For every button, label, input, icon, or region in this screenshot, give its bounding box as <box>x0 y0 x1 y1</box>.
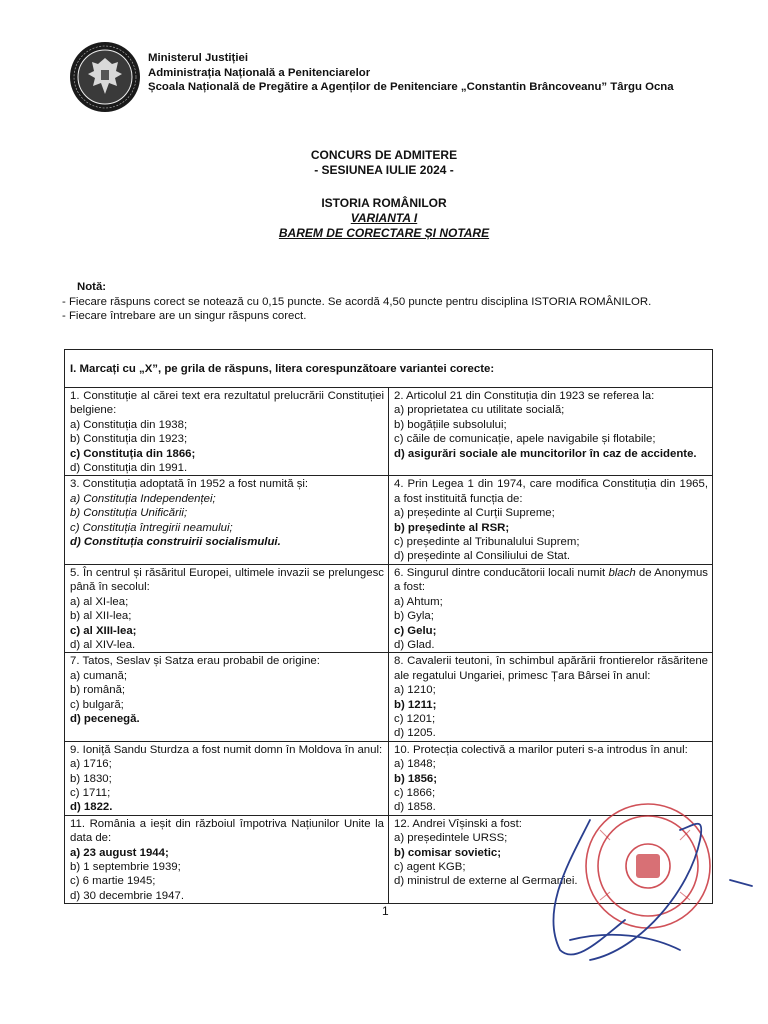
option: a) al XI-lea; <box>70 595 129 608</box>
subject-title: ISTORIA ROMÂNILOR <box>321 196 447 210</box>
option: d) al XIV-lea. <box>70 638 136 651</box>
option: c) Constituția întregirii neamului; <box>70 521 233 534</box>
option: d) Constituția din 1991. <box>70 462 188 475</box>
question-text: 9. Ioniță Sandu Sturdza a fost numit domn în Moldova în anul: <box>70 743 383 756</box>
question-text: 2. Articolul 21 din Constituția din 1923 se referea la: <box>394 390 655 402</box>
correct-option: d) asigurări sociale ale muncitorilor în caz de accidente. <box>394 447 697 460</box>
question-text: 11. România a ieșit din războiul împotriva Națiunilor Unite la data de: <box>70 817 384 845</box>
question-cell <box>389 476 713 564</box>
question-text-emphasis: blach <box>608 566 636 579</box>
barem-title: BAREM DE CORECTARE ȘI NOTARE <box>278 226 490 240</box>
correct-option: a) 23 august 1944; <box>70 846 169 859</box>
option: d) Glad. <box>394 638 435 651</box>
question-cell <box>65 653 389 741</box>
question-cell <box>389 564 713 652</box>
header-school: Școala Națională de Pregătire a Agenților de Penitenciare „Constantin Brâncoveanu” Târgu Ocna <box>148 81 674 93</box>
option: a) 1848; <box>394 758 436 771</box>
ministry-emblem-icon <box>68 40 142 114</box>
question-cell <box>65 388 389 476</box>
question-cell <box>65 741 389 815</box>
option: a) proprietatea cu utilitate socială; <box>394 404 565 417</box>
correct-option: d) Constituția construirii socialismului. <box>70 536 281 549</box>
option: c) 1201; <box>394 712 436 725</box>
question-cell <box>65 815 389 903</box>
correct-option: b) 1211; <box>394 698 437 711</box>
option: b) bogățiile subsolului; <box>394 418 507 431</box>
question-text-part: 6. Singurul dintre conducătorii locali numit <box>394 566 609 579</box>
question-text: 1. Constituție al cărei text era rezultatul prelucrării Constituției belgiene: <box>70 390 384 417</box>
option: a) Ahtum; <box>394 595 443 608</box>
option: c) agent KGB; <box>394 861 466 873</box>
correct-option: b) 1856; <box>394 772 438 785</box>
institution-header <box>148 51 674 95</box>
correct-option: d) pecenegă. <box>70 712 140 725</box>
option: d) 1858. <box>394 801 436 814</box>
option: d) 30 decembrie 1947. <box>70 889 184 902</box>
option: c) căile de comunicație, apele navigabile și flotabile; <box>394 433 656 446</box>
variant-title: VARIANTA I <box>350 211 418 225</box>
question-cell <box>389 388 713 476</box>
correct-option: b) președinte al RSR; <box>394 521 510 534</box>
option: a) președinte al Curții Supreme; <box>394 507 555 520</box>
option: a) președintele URSS; <box>394 832 508 845</box>
note-line: - Fiecare întrebare are un singur răspuns corect. <box>62 310 307 322</box>
question-cell <box>65 476 389 564</box>
option: c) președinte al Tribunalului Suprem; <box>394 536 580 549</box>
question-text: 3. Constituția adoptată în 1952 a fost numită și: <box>70 478 309 491</box>
option: a) 1716; <box>70 758 112 771</box>
option: b) 1830; <box>70 772 112 785</box>
page-number: 1 <box>382 904 389 918</box>
correct-option: c) al XIII-lea; <box>70 624 137 637</box>
option: b) română; <box>70 684 126 697</box>
option: d) 1205. <box>394 727 436 740</box>
option: b) Constituția din 1923; <box>70 433 188 446</box>
question-text: 7. Tatos, Seslav și Satza erau probabil de origine: <box>70 655 320 668</box>
option: d) ministrul de externe al Germaniei. <box>394 875 578 888</box>
note-heading: Notă: <box>77 281 107 293</box>
subject-title-block <box>0 196 768 241</box>
option: c) 6 martie 1945; <box>70 875 156 888</box>
correct-option: d) 1822. <box>70 801 113 814</box>
option: a) Constituția din 1938; <box>70 418 188 431</box>
question-cell <box>389 653 713 741</box>
question-text: 10. Protecția colectivă a marilor puteri s-a introdus în anul: <box>394 743 688 756</box>
option: c) bulgară; <box>70 698 124 711</box>
exam-title: CONCURS DE ADMITERE <box>310 148 458 162</box>
correct-option: b) comisar sovietic; <box>394 846 501 859</box>
correct-option: c) Constituția din 1866; <box>70 447 196 460</box>
option: b) 1 septembrie 1939; <box>70 861 181 873</box>
note-block <box>62 280 651 324</box>
official-stamp-icon <box>530 800 768 970</box>
option: c) 1711; <box>70 786 111 799</box>
option: a) 1210; <box>394 684 436 697</box>
question-cell <box>65 564 389 652</box>
correct-option: c) Gelu; <box>394 624 437 637</box>
option: d) președinte al Consiliului de Stat. <box>394 550 571 563</box>
option: b) al XII-lea; <box>70 610 132 623</box>
option: a) cumană; <box>70 669 127 682</box>
question-text: 5. În centrul și răsăritul Europei, ultimele invazii se prelungesc până în secolul: <box>70 566 384 594</box>
question-text: 4. Prin Legea 1 din 1974, care modifica Constituția din 1965, a fost instituită funcția de: <box>394 478 708 505</box>
question-text: 12. Andrei Vîșinski a fost: <box>394 817 522 830</box>
question-text: 8. Cavalerii teutoni, în schimbul apărării frontierelor răsăritene ale regatului Ungariei, primesc Țara Bârsei în anul: <box>394 655 708 682</box>
header-ministry: Ministerul Justiției <box>148 52 249 64</box>
option: b) Constituția Unificării; <box>70 507 188 520</box>
question-text-part: de Anonymus a fost: <box>394 566 708 594</box>
question-text <box>394 566 708 595</box>
section-heading: I. Marcați cu „X”, pe grila de răspuns, litera corespunzătoare variantei corecte: <box>65 350 713 388</box>
option: c) 1866; <box>394 786 436 799</box>
exam-title-block <box>0 148 768 178</box>
exam-session: - SESIUNEA IULIE 2024 - <box>314 163 454 177</box>
option: a) Constituția Independenței; <box>70 492 216 505</box>
option: b) Gyla; <box>394 610 434 623</box>
note-line: - Fiecare răspuns corect se notează cu 0,15 puncte. Se acordă 4,50 puncte pentru disciplina ISTORIA ROMÂNILOR. <box>62 295 652 308</box>
header-administration: Administrația Națională a Penitenciarelor <box>148 66 371 79</box>
